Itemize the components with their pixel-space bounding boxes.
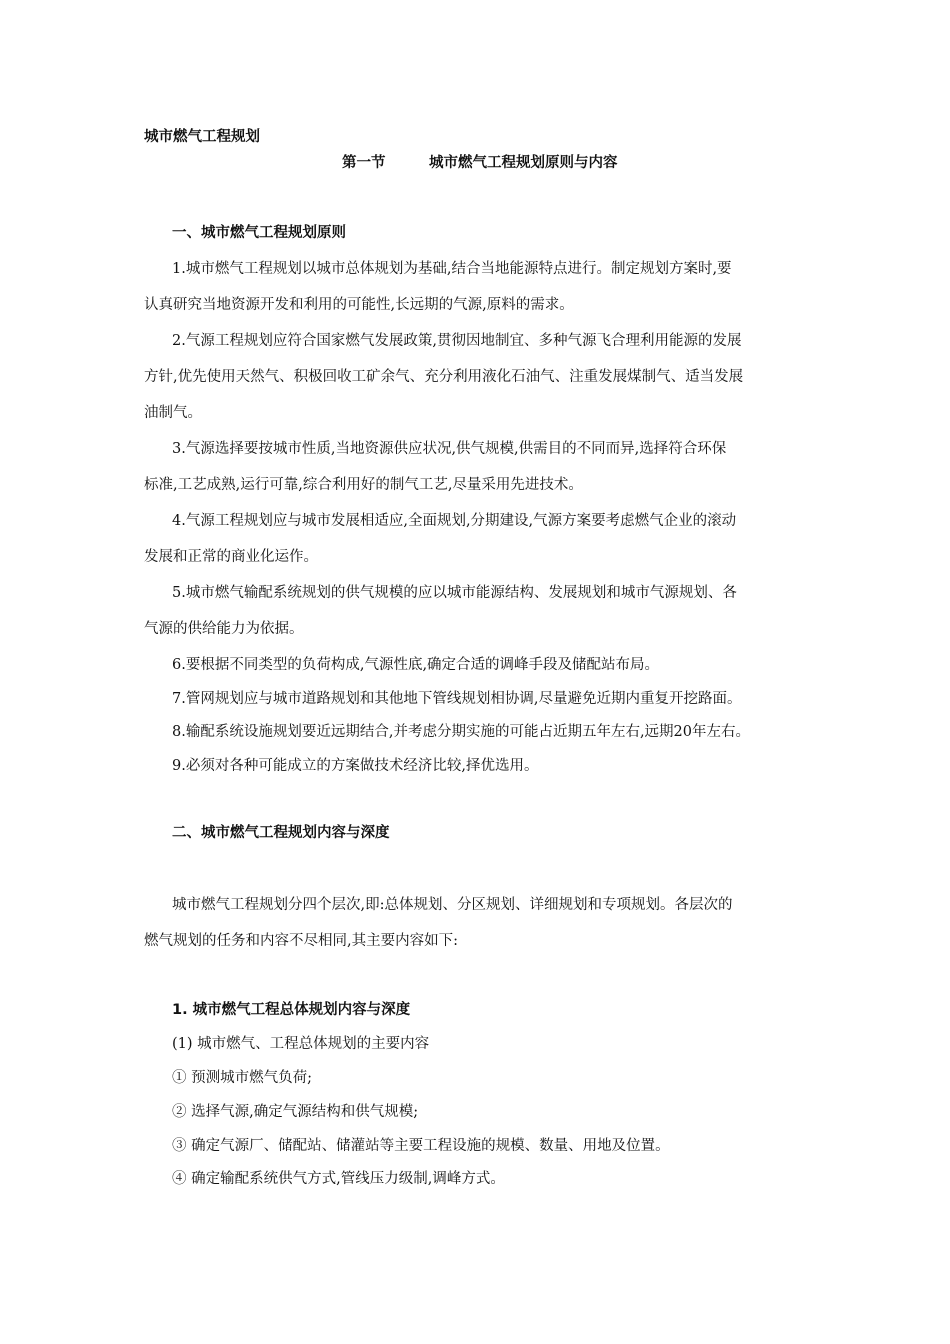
principle-4-line-2: 发展和正常的商业化运作。 (144, 549, 318, 565)
section-label: 第一节 (342, 155, 386, 171)
list-item: ④ 确定输配系统供气方式,管线压力级制,调峰方式。 (172, 1171, 505, 1187)
intro-line-1: 城市燃气工程规划分四个层次,即:总体规划、分区规划、详细规划和专项规划。各层次的 (172, 897, 733, 913)
principle-6: 6.要根据不同类型的负荷构成,气源性底,确定合适的调峰手段及储配站布局。 (172, 657, 660, 673)
principle-1-line-1: 1.城市燃气工程规划以城市总体规划为基础,结合当地能源特点进行。制定规划方案时,要 (172, 261, 732, 277)
list-item: ② 选择气源,确定气源结构和供气规模; (172, 1104, 419, 1120)
principle-2-line-3: 油制气。 (144, 405, 202, 421)
heading-principles: 一、城市燃气工程规划原则 (172, 225, 346, 241)
principle-3-line-2: 标准,工艺成熟,运行可靠,综合利用好的制气工艺,尽量采用先进技术。 (144, 477, 583, 493)
principle-2-line-1: 2.气源工程规划应符合国家燃气发展政策,贯彻因地制宜、多种气源飞合理利用能源的发展 (172, 333, 742, 349)
list-item: ① 预测城市燃气负荷; (172, 1070, 312, 1086)
document-title: 城市燃气工程规划 (144, 129, 260, 145)
principle-3-line-1: 3.气源选择要按城市性质,当地资源供应状况,供气规模,供需目的不同而异,选择符合环保 (172, 441, 727, 457)
heading-content-depth: 二、城市燃气工程规划内容与深度 (172, 825, 390, 841)
intro-line-2: 燃气规划的任务和内容不尽相同,其主要内容如下: (144, 933, 458, 949)
section-title: 城市燃气工程规划原则与内容 (429, 155, 618, 171)
principle-2-line-2: 方针,优先使用天然气、积极回收工矿余气、充分利用液化石油气、注重发展煤制气、适当发展 (144, 369, 744, 385)
principle-7: 7.管网规划应与城市道路规划和其他地下管线规划相协调,尽量避免近期内重复开挖路面。 (172, 691, 742, 707)
list-item: ③ 确定气源厂、储配站、储灌站等主要工程设施的规模、数量、用地及位置。 (172, 1138, 670, 1154)
sub-item-main-content: (1) 城市燃气、工程总体规划的主要内容 (172, 1036, 430, 1052)
principle-1-line-2: 认真研究当地资源开发和利用的可能性,长远期的气源,原料的需求。 (144, 297, 574, 313)
principle-5-line-1: 5.城市燃气输配系统规划的供气规模的应以城市能源结构、发展规划和城市气源规划、各 (172, 585, 737, 601)
principle-5-line-2: 气源的供给能力为依据。 (144, 621, 304, 637)
principle-8: 8.输配系统设施规划要近远期结合,并考虑分期实施的可能占近期五年左右,远期20年左右。 (172, 724, 750, 740)
principle-9: 9.必须对各种可能成立的方案做技术经济比较,择优选用。 (172, 758, 539, 774)
principle-4-line-1: 4.气源工程规划应与城市发展相适应,全面规划,分期建设,气源方案要考虑燃气企业的滚动 (172, 513, 737, 529)
subheading-master-plan: 1. 城市燃气工程总体规划内容与深度 (172, 1002, 411, 1018)
